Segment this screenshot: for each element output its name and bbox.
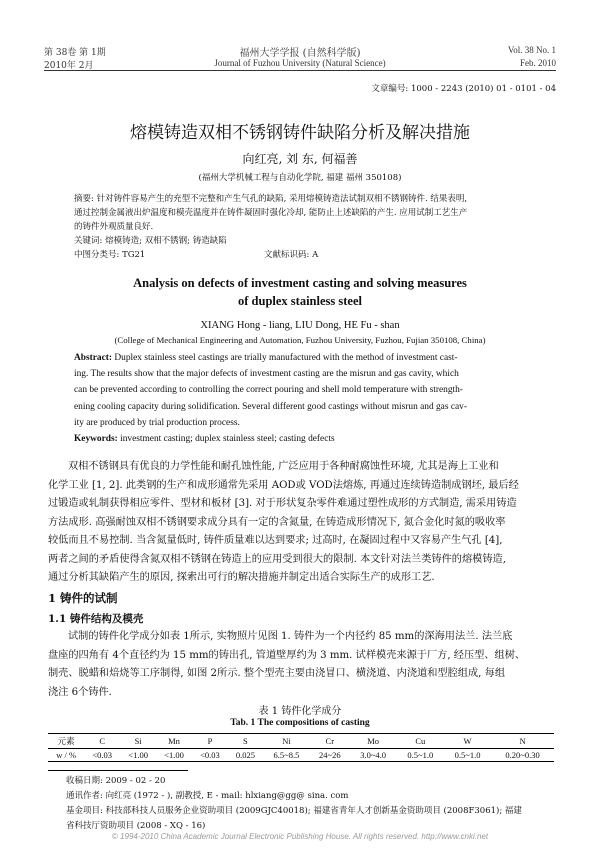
article-number: 文章编号: 1000 - 2243 (2010) 01 - 0101 - 04	[371, 84, 556, 94]
intro-line: 双相不锈钢具有优良的力学性能和耐孔蚀性能, 广泛应用于各种耐腐蚀性环境, 尤其是海上工业和	[68, 461, 499, 472]
footnote-received: 收稿日期: 2009 - 02 - 20	[66, 776, 166, 786]
header-journal-en: Journal of Fuzhou University (Natural Science)	[214, 58, 386, 68]
table-header-cell: Cr	[325, 736, 335, 746]
footnote-funding: 基金项目: 科技部科技人员服务企业资助项目 (2009GJC40018); 福建省青年人才创新基金资助项目 (2008F3061); 福建	[66, 806, 522, 816]
table-cell: <1.00	[128, 750, 148, 760]
intro-line: 两者之间的矛盾使得含氮双相不锈钢在铸造上的应用受到很大的限制. 本文针对法兰类铸件的熔模铸造,	[48, 553, 506, 565]
sec11-line: 盘座的四角有 4个直径约为 15 mm的铸出孔, 管道壁厚约为 3 mm. 试样模壳来源于厂方, 经压型、组树、	[48, 649, 526, 661]
table-header-cell: Ni	[282, 736, 291, 746]
title-en-line1: Analysis on defects of investment casting and solving measures	[133, 276, 467, 290]
table-cell: 24~26	[318, 750, 341, 760]
table-header-cell: C	[99, 736, 106, 746]
authors-cn: 向红亮, 刘 东, 何福善	[242, 152, 358, 166]
header-rule	[44, 70, 556, 71]
section-heading-1: 1 铸件的试制	[48, 591, 118, 605]
table-row	[48, 749, 554, 762]
table-header-cell: S	[243, 736, 248, 746]
sec11-line: 制壳、脱蜡和焙烧等工序制得, 如图 2所示. 整个型壳主要由浇冒口、横浇道、内浇道和型腔组成, 每组	[48, 668, 506, 679]
header-date: 2010年 2月	[44, 61, 94, 71]
intro-line: 通过分析其缺陷产生的原因, 探索出可行的解决措施并制定出适合实际生产的成形工艺.	[48, 572, 435, 583]
table-cell: 3.0~4.0	[360, 750, 387, 760]
classification-row	[74, 248, 534, 262]
abstract-en-label: Abstract:	[74, 353, 113, 363]
abstract-cn	[74, 192, 534, 262]
table1-caption-cn: 表 1 铸件化学成分	[258, 706, 342, 717]
abstract-cn-label: 摘要:	[74, 194, 94, 204]
table-cell: <1.00	[164, 750, 184, 760]
composition-table	[48, 733, 554, 762]
header-journal-cn: 福州大学学报 (自然科学版)	[239, 48, 361, 59]
sec11-line: 浇注 6个铸件.	[48, 686, 112, 698]
table-cell: 6.5~8.5	[273, 750, 300, 760]
table-header-cell: P	[207, 736, 213, 746]
section-1-1-text	[48, 628, 554, 702]
header-volume-en: Vol. 38 No. 1	[507, 45, 556, 55]
intro-line: 较低而且不易控制. 当含氮量低时, 铸件质量难以达到要求; 过高时, 在凝固过程中又容易产生气孔 [4],	[48, 535, 503, 546]
table-header-cell: Si	[134, 736, 142, 746]
table-header-cell: W	[463, 736, 472, 746]
intro-line: 过锻造或轧制获得相应零件、型材和板材 [3]. 对于形状复杂零件难通过塑性成形的方式制造, 需采用铸造	[48, 498, 517, 509]
intro-line: 方法成形. 高强耐蚀双相不锈钢要求成分具有一定的含氮量, 在铸造成形情况下, 氮合金化时氮的吸收率	[48, 516, 506, 528]
intro-line: 化学工业 [1, 2]. 此类钢的生产和成形通常先采用 AOD或 VOD法熔炼, 再通过连续铸造制成钢坯, 最后经	[48, 479, 519, 491]
table-cell: 0.5~1.0	[454, 750, 481, 760]
footnote-funding-cont: 省科技厅资助项目 (2008 - XQ - 16)	[66, 821, 206, 831]
table-header-cell: Mn	[168, 736, 180, 746]
title-en-line2: of duplex stainless steel	[238, 294, 362, 308]
table-cell: <0.03	[200, 750, 220, 760]
keywords-cn: 关键词: 熔模铸造; 双相不锈钢; 铸造缺陷	[74, 236, 227, 246]
footnote-rule	[48, 770, 188, 771]
table1-caption-en: Tab. 1 The compositions of casting	[230, 718, 370, 728]
table-cell: w / %	[56, 750, 77, 760]
table-cell: <0.03	[92, 750, 113, 760]
table-header-row	[48, 734, 554, 749]
table-header-cell: 元素	[57, 736, 75, 746]
keywords-en: Keywords: investment casting; duplex stainless steel; casting defects	[74, 434, 335, 445]
table-cell: 0.5~1.0	[407, 750, 434, 760]
table-cell: 0.025	[235, 750, 255, 760]
header-volume: 第 38卷 第 1期	[44, 48, 106, 58]
sec11-line: 试制的铸件化学成分如表 1所示, 实物照片见图 1. 铸件为一个内径约 85 mm的深海用法兰. 法兰底	[68, 631, 513, 642]
doc-code: 文献标识码: A	[264, 250, 319, 260]
section-heading-1-1: 1.1 铸件结构及模壳	[48, 613, 144, 625]
authors-en: XIANG Hong - liang, LIU Dong, HE Fu - shan	[200, 320, 400, 331]
clc-number: 中图分类号: TG21	[74, 250, 146, 260]
title-cn: 熔模铸造双相不锈钢铸件缺陷分析及解决措施	[130, 123, 470, 143]
abstract-cn-line: 通过控制金属液出炉温度和模壳温度并在铸件凝固时强化冷却, 能防止上述缺陷的产生. 应用试制工艺生产	[74, 208, 468, 218]
header-date-en: Feb. 2010	[520, 58, 556, 68]
abstract-cn-line: 摘要: 针对铸件容易产生的充型不完整和产生气孔的缺陷, 采用熔模铸造法试制双相不锈钢铸件. 结果表明,	[74, 194, 468, 204]
table-header-cell: N	[519, 736, 526, 746]
abstract-en-line: ening cooling capacity during solidification. Several different good castings without misrun and gas cav-	[74, 401, 467, 412]
abstract-en: Abstract: Duplex stainless steel castings are trially manufactured with the method of investment cast- ing. The results show that the major defects of investment casting are the misrun and gas cavity, which can be prevented according to controlling the correct pouring and shell mold temperature with strength- ening cooling capacity during solidification. Several different good castings without misrun and gas cav- ity are produced by trial production process. Keywords: investment casting; duplex stainless steel; casting defects	[74, 350, 540, 447]
footnote-author: 通讯作者: 向红亮 (1972 - ), 副教授, E - mail: hlxiang@gg@ sina. com	[66, 791, 349, 801]
introduction	[48, 458, 554, 588]
footnotes	[48, 774, 558, 834]
table-cell: 0.20~0.30	[505, 750, 540, 760]
affiliation-cn: (福州大学机械工程与自动化学院, 福建 福州 350108)	[198, 173, 402, 183]
affiliation-en: (College of Mechanical Engineering and Automation, Fuzhou University, Fuzhou, Fujian 350108, China)	[114, 335, 486, 345]
copyright-watermark: © 1994-2010 China Academic Journal Electronic Publishing House. All rights reserved. http://www.cnki.net	[111, 832, 489, 841]
abstract-en-line: ing. The results show that the major defects of investment casting are the misrun and gas cavity, which	[74, 369, 459, 380]
abstract-en-line: ity are produced by trial production process.	[74, 417, 240, 428]
table-header-cell: Cu	[415, 736, 426, 746]
abstract-cn-line: 的铸件外观质量良好.	[74, 222, 154, 232]
table-header-cell: Mo	[367, 736, 380, 746]
abstract-en-line: can be prevented according to controlling the correct pouring and shell mold temperature with strength-	[74, 385, 463, 396]
